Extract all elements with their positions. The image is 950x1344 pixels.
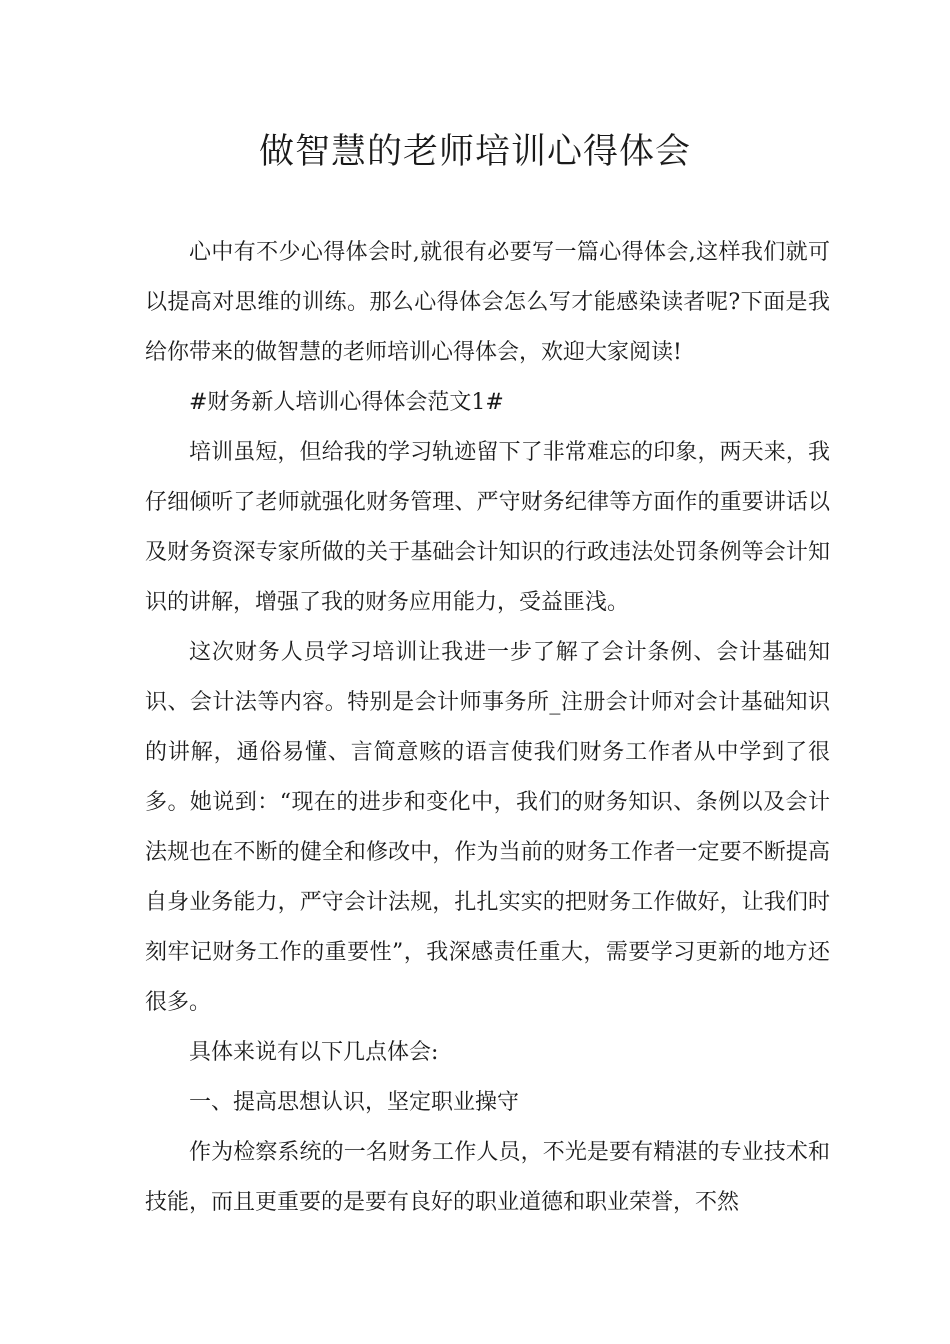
paragraph-learning: 这次财务人员学习培训让我进一步了解了会计条例、会计基础知识、会计法等内容。特别是会计师事务所_注册会计师对会计基础知识的讲解，通俗易懂、言简意赅的语言使我们财务工作者从中学到了很多。她说到：“现在的进步和变化中，我们的财务知识、条例以及会计法规也在不断的健全和修改中，作为当前的财务工作者一定要不断提高自身业务能力，严守会计法规，扎扎实实的把财务工作做好，让我们时刻牢记财务工作的重要性”，我深感责任重大，需要学习更新的地方还很多。 [145,640,830,1015]
paragraph-section-heading: #财务新人培训心得体会范文1# [189,390,504,415]
document-title: 做智慧的老师培训心得体会 [258,132,691,172]
paragraph-intro: 心中有不少心得体会时,就很有必要写一篇心得体会,这样我们就可以提高对思维的训练。那么心得体会怎么写才能感染读者呢?下面是我给你带来的做智慧的老师培训心得体会，欢迎大家阅读! [145,240,830,365]
paragraph-point-one-heading: 一、提高思想认识，坚定职业操守 [189,1090,520,1115]
paragraph-summary-lead: 具体来说有以下几点体会: [189,1040,439,1065]
document-body [145,228,830,1228]
paragraph-training: 培训虽短，但给我的学习轨迹留下了非常难忘的印象，两天来，我仔细倾听了老师就强化财务管理、严守财务纪律等方面作的重要讲话以及财务资深专家所做的关于基础会计知识的行政违法处罚条例等会计知识的讲解，增强了我的财务应用能力，受益匪浅。 [145,440,830,615]
paragraph-point-one-body: 作为检察系统的一名财务工作人员，不光是要有精湛的专业技术和技能，而且更重要的是要有良好的职业道德和职业荣誉，不然 [145,1140,830,1215]
